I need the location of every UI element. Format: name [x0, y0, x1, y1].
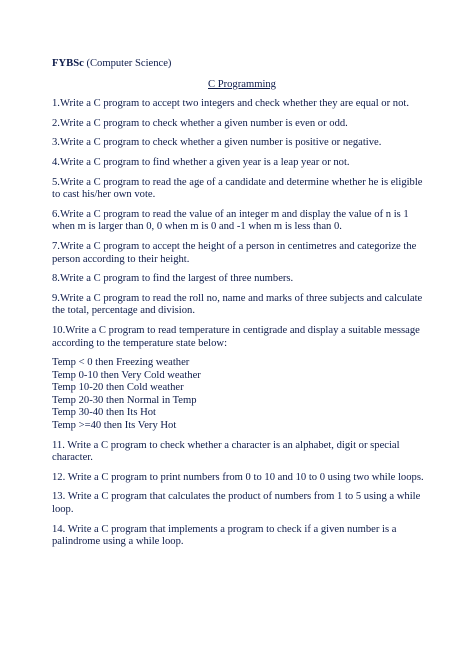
- temperature-state-list: [52, 357, 432, 433]
- course-header: [52, 58, 432, 71]
- question-10: 10.Write a C program to read temperature in centigrade and display a suitable message according to the temperature state below:: [52, 324, 420, 349]
- question-4: 4.Write a C program to find whether a given year is a leap year or not.: [52, 156, 350, 168]
- question-11: 11. Write a C program to check whether a character is an alphabet, digit or special character.: [52, 439, 400, 464]
- document-content: [52, 58, 432, 556]
- temperature-state-item: Temp 0-10 then Very Cold weather: [52, 369, 201, 381]
- temperature-state-item: Temp >=40 then Its Very Hot: [52, 420, 177, 432]
- question-14: 14. Write a C program that implements a program to check if a given number is a palindrome using a while loop.: [52, 523, 397, 548]
- question-3: 3.Write a C program to check whether a given number is positive or negative.: [52, 137, 382, 149]
- course-name: FYBSc: [52, 58, 84, 69]
- question-6: 6.Write a C program to read the value of an integer m and display the value of n is 1 when m is larger than 0, 0 when m is 0 and -1 when m is less than 0.: [52, 208, 409, 233]
- question-9: 9.Write a C program to read the roll no, name and marks of three subjects and calculate the total, percentage and division.: [52, 292, 423, 317]
- question-13: 13. Write a C program that calculates the product of numbers from 1 to 5 using a while loop.: [52, 491, 421, 516]
- question-2: 2.Write a C program to check whether a given number is even or odd.: [52, 117, 348, 129]
- question-8: 8.Write a C program to find the largest of three numbers.: [52, 273, 294, 285]
- temperature-state-item: Temp < 0 then Freezing weather: [52, 357, 190, 369]
- question-5: 5.Write a C program to read the age of a candidate and determine whether he is eligible to cast his/her own vote.: [52, 176, 423, 201]
- question-12: 12. Write a C program to print numbers from 0 to 10 and 10 to 0 using two while loops.: [52, 471, 424, 483]
- temperature-state-item: Temp 30-40 then Its Hot: [52, 407, 157, 419]
- page-title: C Programming: [208, 78, 276, 90]
- temperature-state-item: Temp 10-20 then Cold weather: [52, 382, 184, 394]
- question-7: 7.Write a C program to accept the height of a person in centimetres and categorize the person according to their height.: [52, 240, 417, 265]
- temperature-state-item: Temp 20-30 then Normal in Temp: [52, 394, 197, 406]
- course-subject: (Computer Science): [86, 58, 172, 69]
- question-1: 1.Write a C program to accept two integers and check whether they are equal or not.: [52, 98, 409, 110]
